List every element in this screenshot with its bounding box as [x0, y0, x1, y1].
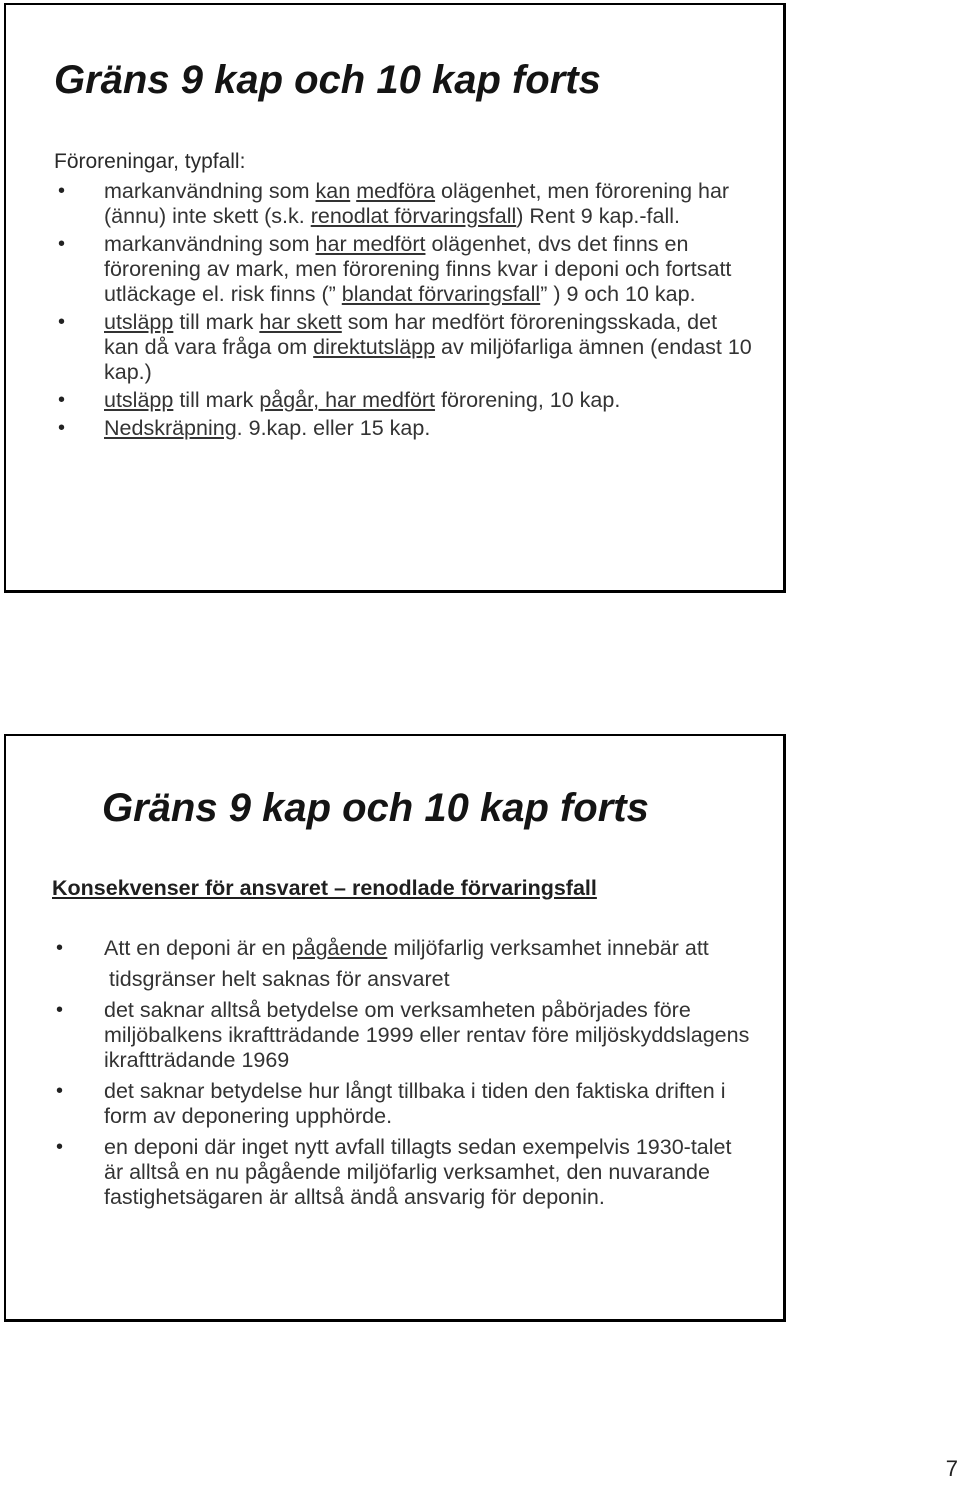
- underlined-text: blandat förvaringsfall: [341, 282, 541, 306]
- slide-2: [4, 734, 786, 1322]
- bullet-text: Att en deponi är en: [104, 936, 292, 960]
- bullet-icon: •: [58, 389, 66, 411]
- bullet-text: ” ) 9 och 10 kap.: [540, 282, 696, 306]
- underlined-text: utsläpp: [104, 310, 174, 334]
- slide-title: Gräns 9 kap och 10 kap forts: [54, 58, 601, 102]
- bullet-icon: •: [58, 180, 66, 202]
- list-item: [54, 416, 754, 441]
- bullet-icon: •: [56, 937, 64, 959]
- list-item: [54, 310, 754, 385]
- underlined-text: renodlat förvaringsfall: [310, 204, 517, 228]
- bullet-text: miljöfarlig verksamhet innebär att: [387, 936, 709, 960]
- bullet-text: ) Rent 9 kap.-fall.: [516, 204, 680, 228]
- bullet-list: [54, 936, 754, 1216]
- bullet-list: [54, 179, 754, 444]
- bullet-icon: •: [58, 311, 66, 333]
- bullet-text: en deponi där inget nytt avfall tillagts sedan exempelvis 1930-talet är alltså en nu pågående miljöfarlig verksamhet, den nuvarande fastighetsägaren är alltså ändå ansvarig för deponin.: [104, 1135, 732, 1209]
- list-item: [54, 998, 754, 1073]
- bullet-text: . 9.kap. eller 15 kap.: [236, 416, 431, 440]
- page-number: 7: [945, 1456, 958, 1481]
- section-heading: Konsekvenser för ansvaret – renodlade förvaringsfall: [52, 876, 597, 900]
- sub-item: tidsgränser helt saknas för ansvaret: [109, 967, 450, 991]
- bullet-text: markanvändning som: [104, 232, 316, 256]
- list-item: [54, 1135, 754, 1210]
- underlined-text: kan: [315, 179, 351, 203]
- slide-title: Gräns 9 kap och 10 kap forts: [102, 786, 649, 830]
- list-item: [54, 388, 754, 413]
- bullet-icon: •: [58, 233, 66, 255]
- bullet-text: det saknar alltså betydelse om verksamheten påbörjades före miljöbalkens ikraftträdande 1999 eller rentav före miljöskyddslagens ikraftträdande 1969: [104, 998, 750, 1072]
- underlined-text: har skett: [259, 310, 342, 334]
- slide-intro: Föroreningar, typfall:: [54, 150, 246, 173]
- bullet-text: till mark: [173, 310, 260, 334]
- underlined-text: medföra: [356, 179, 436, 203]
- underlined-text: Nedskräpning: [104, 416, 237, 440]
- underlined-text: utsläpp: [104, 388, 174, 412]
- underlined-text: har medfört: [315, 232, 426, 256]
- bullet-text: olägenhet, dvs det finns en förorening av mark, men förorening finns kvar i deponi och fortsatt utläckage el. risk finns (”: [104, 232, 732, 306]
- bullet-text: olägenhet, men förorening har (ännu) inte skett (s.k.: [104, 179, 730, 228]
- underlined-text: pågår, har medfört: [259, 388, 436, 412]
- bullet-icon: •: [56, 999, 64, 1021]
- bullet-text: det saknar betydelse hur långt tillbaka i tiden den faktiska driften i form av deponering upphörde.: [104, 1079, 726, 1128]
- bullet-icon: •: [58, 417, 66, 439]
- slide-1: [4, 3, 786, 593]
- bullet-text: som har medfört föroreningsskada, det kan då vara fråga om: [104, 310, 718, 359]
- bullet-text: av miljöfarliga ämnen (endast 10 kap.): [104, 335, 752, 384]
- bullet-text: förorening, 10 kap.: [435, 388, 621, 412]
- list-item: [54, 936, 754, 992]
- list-item: [54, 1079, 754, 1129]
- bullet-icon: •: [56, 1136, 64, 1158]
- list-item: [54, 179, 754, 229]
- bullet-text: markanvändning som: [104, 179, 316, 203]
- underlined-text: pågående: [291, 936, 388, 960]
- bullet-text: till mark: [173, 388, 260, 412]
- list-item: [54, 232, 754, 307]
- bullet-icon: •: [56, 1080, 64, 1102]
- underlined-text: direktutsläpp: [313, 335, 436, 359]
